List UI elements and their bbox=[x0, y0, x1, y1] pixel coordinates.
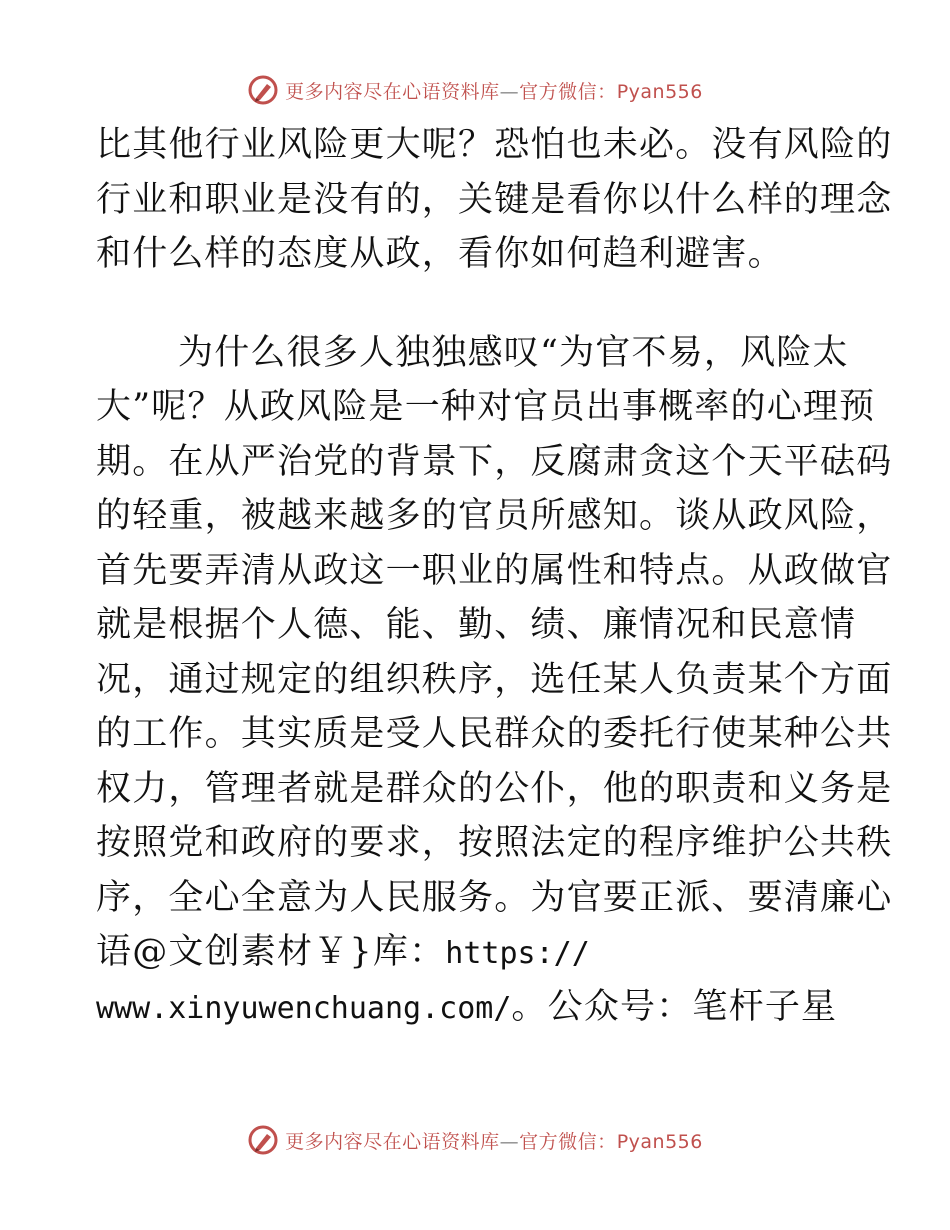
promo-line-1 bbox=[96, 925, 856, 980]
banner-site-text: 更多内容尽在心语资料库 bbox=[285, 80, 500, 103]
text-line: 序，全心全意为人民服务。为官要正派、要清廉心 bbox=[96, 877, 893, 918]
text-line: 期。在从严治党的背景下，反腐肃贪这个天平砝码 bbox=[96, 441, 893, 482]
pen-circle-icon bbox=[247, 74, 279, 106]
text-line: 的轻重，被越来越多的官员所感知。谈从政风险， bbox=[96, 496, 893, 536]
banner-label bbox=[285, 77, 703, 104]
footer-watermark-banner bbox=[0, 1120, 950, 1160]
text-line: 权力，管理者就是群众的公仆，他的职责和义务是 bbox=[96, 768, 893, 809]
text-line: 首先要弄清从政这一职业的属性和特点。从政做官 bbox=[96, 550, 893, 591]
text-line: 的工作。其实质是受人民群众的委托行使某种公共 bbox=[96, 714, 893, 754]
banner-dash: — bbox=[499, 1130, 520, 1153]
banner-label bbox=[285, 1127, 703, 1154]
document-body bbox=[96, 118, 893, 1034]
banner-site-text: 更多内容尽在心语资料库 bbox=[285, 1130, 500, 1153]
text-line: 按照党和政府的要求，按照法定的程序维护公共秩 bbox=[96, 823, 893, 863]
paragraph-1 bbox=[96, 118, 893, 282]
promo-url-prefix: https:// bbox=[445, 936, 590, 971]
promo-url: www.xinyuwenchuang.com/ bbox=[96, 990, 512, 1026]
text-line: 就是根据个人德、能、勤、绩、廉情况和民意情 bbox=[96, 605, 857, 645]
promo-text: 语@文创素材￥}库： bbox=[96, 932, 446, 972]
paragraph-gap bbox=[96, 282, 856, 326]
text-line: 大”呢？从政风险是一种对官员出事概率的心理预 bbox=[96, 387, 876, 427]
text-line: 和什么样的态度从政，看你如何趋利避害。 bbox=[96, 234, 784, 274]
banner-wechat-label: 官方微信： bbox=[519, 1130, 617, 1153]
promo-account-text: 。公众号：笔杆子星 bbox=[511, 986, 838, 1027]
pen-circle-icon bbox=[247, 1124, 279, 1156]
text-line: 行业和职业是没有的，关键是看你以什么样的理念 bbox=[96, 179, 893, 220]
paragraph-2 bbox=[96, 326, 893, 1035]
text-line: 比其他行业风险更大呢？恐怕也未必。没有风险的 bbox=[96, 125, 893, 165]
banner-wechat-id: Pyan556 bbox=[616, 80, 703, 103]
promo-line-2 bbox=[96, 980, 856, 1035]
text-line: 为什么很多人独独感叹“为官不易，风险太 bbox=[178, 332, 849, 373]
header-watermark-banner bbox=[0, 70, 950, 110]
banner-dash: — bbox=[499, 80, 520, 103]
banner-wechat-id: Pyan556 bbox=[616, 1130, 703, 1153]
text-line: 况，通过规定的组织秩序，选任某人负责某个方面 bbox=[96, 659, 893, 700]
banner-wechat-label: 官方微信： bbox=[519, 80, 617, 103]
